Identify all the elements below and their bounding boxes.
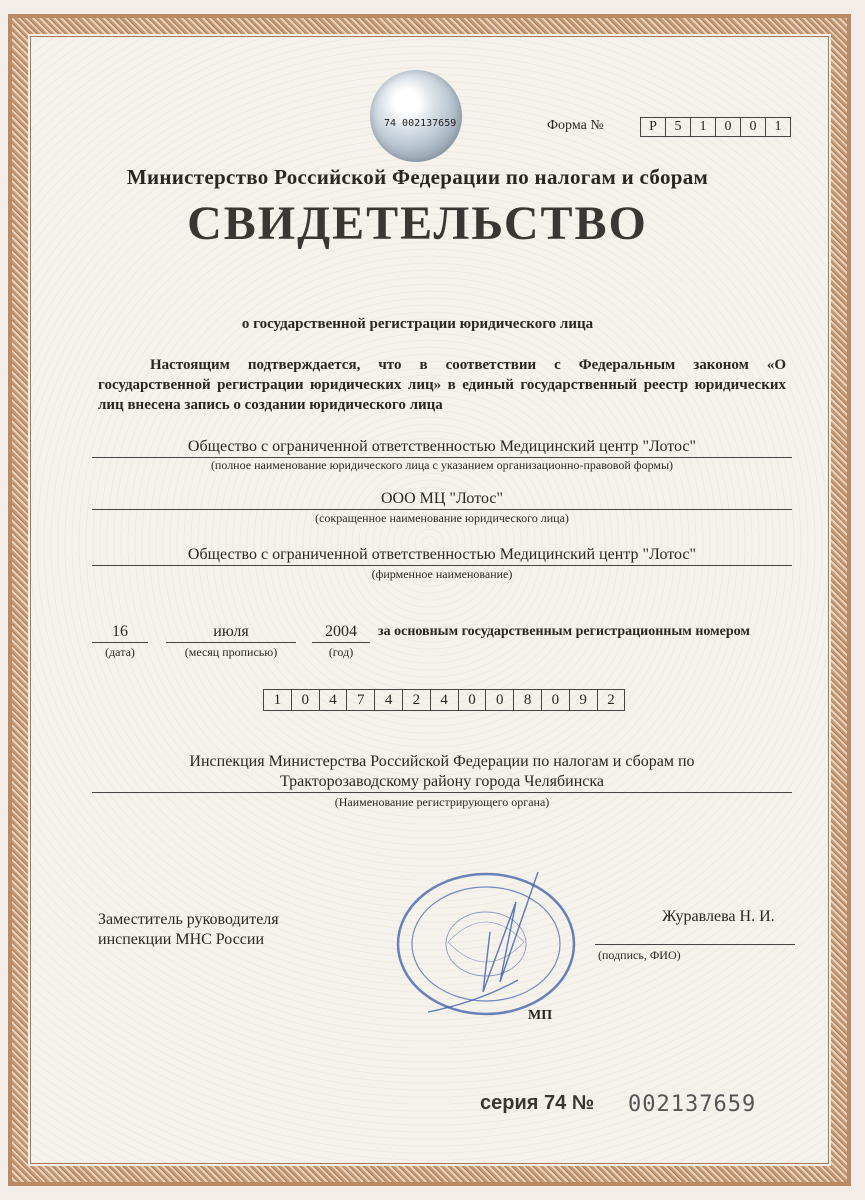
form-code-digit: Р <box>641 118 666 136</box>
full-name-caption: (полное наименование юридического лица с указанием организационно-правовой формы) <box>210 458 674 472</box>
ogrn-digit: 0 <box>292 690 320 710</box>
form-code-digit: 1 <box>691 118 716 136</box>
signatory-position-line-2: инспекции МНС России <box>98 931 265 948</box>
date-year: 2004 <box>312 622 370 643</box>
seal-place-mark: МП <box>528 1008 553 1023</box>
hologram-seal <box>370 70 462 162</box>
statement-text: Настоящим подтверждается, что в соответствии с Федеральным законом «О государственной регистрации юридических лиц» в единый государственный реестр юридических лиц внесена запись о создании юридического лица <box>98 357 786 413</box>
registration-number-label: за основным государственным регистрационным номером <box>378 624 750 639</box>
short-name-value: ООО МЦ "Лотос" <box>92 489 792 510</box>
form-code-digit: 1 <box>774 119 782 134</box>
hologram-number: 74 002137659 <box>384 118 457 129</box>
signature-line <box>595 944 795 945</box>
authority-line-1: Инспекция Министерства Российской Федерации по налогам и сборам по <box>189 753 695 770</box>
brand-name-caption: (фирменное наименование) <box>371 567 513 581</box>
signatory-name: Журавлева Н. И. <box>662 908 775 925</box>
ogrn-digit: 4 <box>320 690 348 710</box>
ogrn-digit: 8 <box>514 690 542 710</box>
short-name-caption: (сокращенное наименование юридического лица) <box>315 511 569 525</box>
form-code-digit: 5 <box>666 118 691 136</box>
ministry-name: Министерство Российской Федерации по налогам и сборам <box>126 165 709 189</box>
certificate-title: СВИДЕТЕЛЬСТВО <box>187 197 648 250</box>
form-code-digit: 0 <box>741 118 766 136</box>
signatory-position-line-1: Заместитель руководителя <box>98 911 279 928</box>
ogrn-digit: 4 <box>375 690 403 710</box>
form-code-digit: 0 <box>716 118 741 136</box>
series-label: серия 74 № <box>480 1092 595 1114</box>
date-day-caption: (дата) <box>105 645 135 659</box>
ogrn-number-boxes <box>263 689 625 711</box>
ogrn-digit: 0 <box>542 690 570 710</box>
ogrn-digit: 7 <box>347 690 375 710</box>
authority-line-2: Тракторозаводскому району города Челябинска <box>92 772 792 793</box>
date-month-caption: (месяц прописью) <box>184 645 278 659</box>
form-number-boxes <box>640 117 791 137</box>
date-month: июля <box>166 622 296 643</box>
form-number-label: Форма № <box>547 118 604 133</box>
date-day: 16 <box>92 622 148 643</box>
ogrn-digit: 4 <box>431 690 459 710</box>
date-year-caption: (год) <box>328 645 354 659</box>
brand-name-value: Общество с ограниченной ответственностью Медицинский центр "Лотос" <box>92 545 792 566</box>
full-name-value: Общество с ограниченной ответственностью Медицинский центр "Лотос" <box>92 437 792 458</box>
statement-paragraph <box>98 355 786 415</box>
authority-caption: (Наименование регистрирующего органа) <box>334 795 550 809</box>
signatory-position <box>98 910 279 950</box>
ogrn-digit: 2 <box>403 690 431 710</box>
serial-number: 002137659 <box>628 1092 757 1117</box>
ogrn-digit: 2 <box>607 692 615 708</box>
ogrn-digit: 0 <box>486 690 514 710</box>
official-seal-stamp <box>388 862 584 1022</box>
ogrn-digit: 9 <box>570 690 598 710</box>
ogrn-digit: 1 <box>264 690 292 710</box>
ogrn-digit: 0 <box>459 690 487 710</box>
signature-caption: (подпись, ФИО) <box>598 948 681 962</box>
certificate-subtitle: о государственной регистрации юридического лица <box>241 316 594 332</box>
